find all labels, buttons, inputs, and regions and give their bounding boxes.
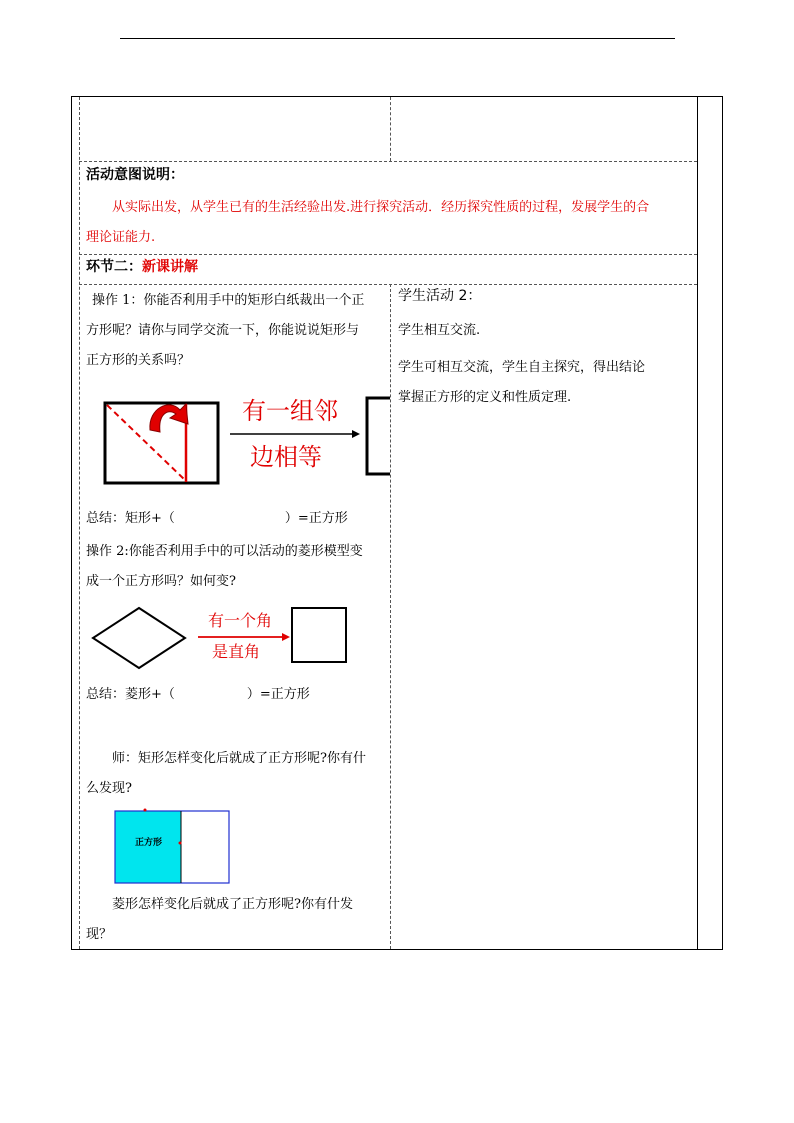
fig2-label-line1: 有一个角 <box>208 611 273 630</box>
heading-title: 新课讲解 <box>142 259 198 275</box>
summary2-suffix: ）=正方形 <box>246 687 310 702</box>
teacher-line1: 师：矩形怎样变化后就成了正方形呢?你有什 <box>112 751 366 766</box>
op1-line2: 方形呢？请你与同学交流一下，你能说说矩形与 <box>86 323 360 338</box>
summary1-suffix: ）=正方形 <box>284 511 348 526</box>
op1-line3: 正方形的关系吗？ <box>86 353 191 368</box>
student-activity-line3: 掌握正方形的定义和性质定理. <box>398 390 572 405</box>
student-activity-line1: 学生相互交流. <box>398 323 481 338</box>
student-activity-line2: 学生可相互交流，学生自主探究，得出结论 <box>398 360 646 375</box>
rhombus-question-line2: 现？ <box>86 927 113 942</box>
marker-dot <box>144 809 147 812</box>
fig1-label-line1: 有一组邻 <box>242 397 338 425</box>
fig3-label: 正方形 <box>135 838 163 848</box>
rhombus-question-line1: 菱形怎样变化后就成了正方形呢?你有什发 <box>112 897 353 912</box>
intent-paragraph-line2: 理论证能力. <box>86 230 156 245</box>
teacher-line2: 么发现? <box>86 781 132 796</box>
op2-line2: 成一个正方形吗？如何变? <box>86 574 236 589</box>
heading-prefix: 环节二： <box>86 259 142 275</box>
fig2-label-line2: 是直角 <box>212 642 261 661</box>
student-activity-title: 学生活动 2： <box>398 288 482 304</box>
summary1-prefix: 总结：矩形+（ <box>86 511 175 526</box>
summary2-prefix: 总结：菱形+（ <box>86 687 175 702</box>
op1-line1: 操作 1：你能否利用手中的矩形白纸裁出一个正 <box>92 293 365 308</box>
marker-dot <box>179 842 182 845</box>
intent-paragraph-line1: 从实际出发，从学生已有的生活经验出发.进行探究活动．经历探究性质的过程，发展学生的合 <box>112 200 650 215</box>
heading-text: 活动意图说明： <box>86 167 184 183</box>
fig1-label-line2: 边相等 <box>250 443 322 471</box>
op2-line1: 操作 2:你能否利用手中的可以活动的菱形模型变 <box>86 544 363 559</box>
